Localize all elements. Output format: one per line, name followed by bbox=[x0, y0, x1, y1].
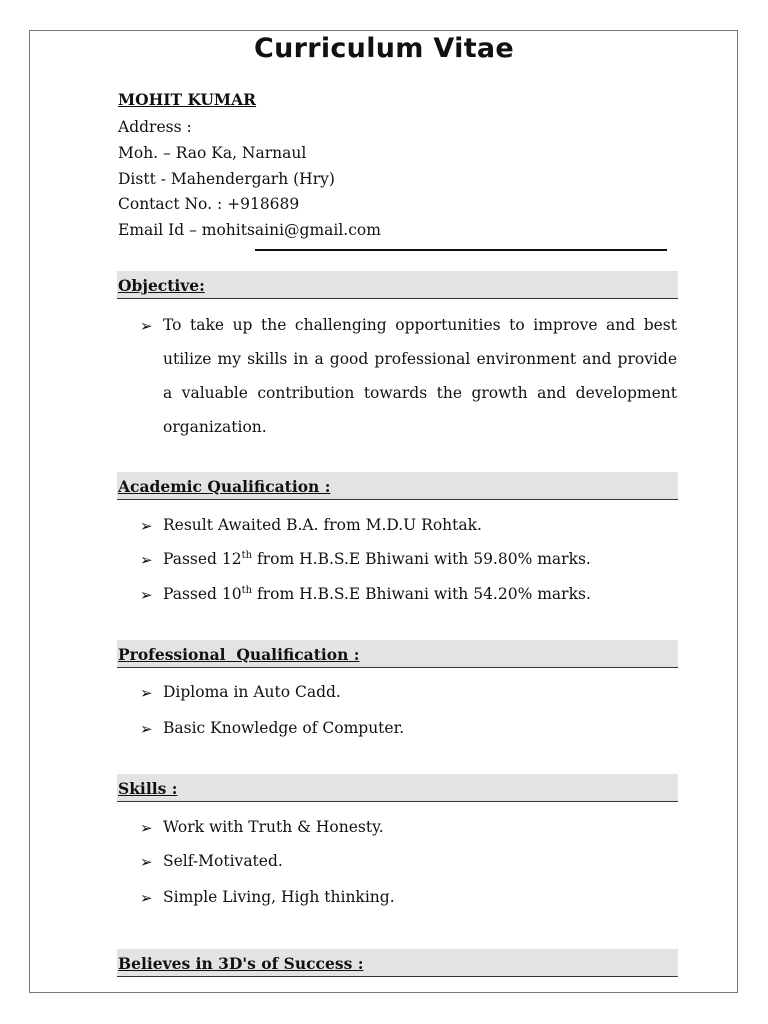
document-title: Curriculum Vitae bbox=[253, 33, 515, 64]
professional-heading bbox=[117, 640, 678, 668]
skills-heading-text: Skills : bbox=[118, 779, 178, 798]
arrow-bullet-icon: ➢ bbox=[140, 551, 153, 569]
contact-number: Contact No. : +918689 bbox=[118, 195, 300, 213]
objective-line: utilize my skills in a good professional environment and provide bbox=[163, 350, 677, 368]
skills-item: Work with Truth & Honesty. bbox=[163, 818, 384, 836]
academic-heading bbox=[117, 472, 678, 500]
arrow-bullet-icon: ➢ bbox=[140, 317, 153, 335]
skills-heading bbox=[117, 774, 678, 802]
arrow-bullet-icon: ➢ bbox=[140, 684, 153, 702]
objective-line: To take up the challenging opportunities to improve and best bbox=[163, 316, 677, 334]
candidate-name: MOHIT KUMAR bbox=[118, 90, 256, 109]
header-divider bbox=[255, 249, 667, 251]
arrow-bullet-icon: ➢ bbox=[140, 586, 153, 604]
skills-item: Self-Motivated. bbox=[163, 852, 283, 870]
skills-item: Simple Living, High thinking. bbox=[163, 888, 395, 906]
academic-item: Result Awaited B.A. from M.D.U Rohtak. bbox=[163, 516, 482, 534]
arrow-bullet-icon: ➢ bbox=[140, 889, 153, 907]
professional-item: Diploma in Auto Cadd. bbox=[163, 683, 341, 701]
objective-line: a valuable contribution towards the growth and development bbox=[163, 384, 677, 402]
objective-heading bbox=[117, 271, 678, 299]
email-line: Email Id – mohitsaini@gmail.com bbox=[118, 221, 381, 239]
address-line-1: Moh. – Rao Ka, Narnaul bbox=[118, 144, 307, 162]
believes-heading-text: Believes in 3D's of Success : bbox=[118, 954, 364, 973]
address-line-2: Distt - Mahendergarh (Hry) bbox=[118, 170, 335, 188]
arrow-bullet-icon: ➢ bbox=[140, 853, 153, 871]
arrow-bullet-icon: ➢ bbox=[140, 517, 153, 535]
objective-line: organization. bbox=[163, 418, 267, 436]
arrow-bullet-icon: ➢ bbox=[140, 720, 153, 738]
objective-heading-text: Objective: bbox=[118, 276, 205, 295]
believes-heading bbox=[117, 949, 678, 977]
academic-item: Passed 10th from H.B.S.E Bhiwani with 54.20% marks. bbox=[163, 584, 591, 603]
arrow-bullet-icon: ➢ bbox=[140, 819, 153, 837]
address-label: Address : bbox=[118, 118, 192, 136]
academic-heading-text: Academic Qualification : bbox=[118, 477, 331, 496]
professional-item: Basic Knowledge of Computer. bbox=[163, 719, 405, 737]
academic-item: Passed 12th from H.B.S.E Bhiwani with 59.80% marks. bbox=[163, 549, 591, 568]
professional-heading-text: Professional Qualification : bbox=[118, 645, 360, 664]
